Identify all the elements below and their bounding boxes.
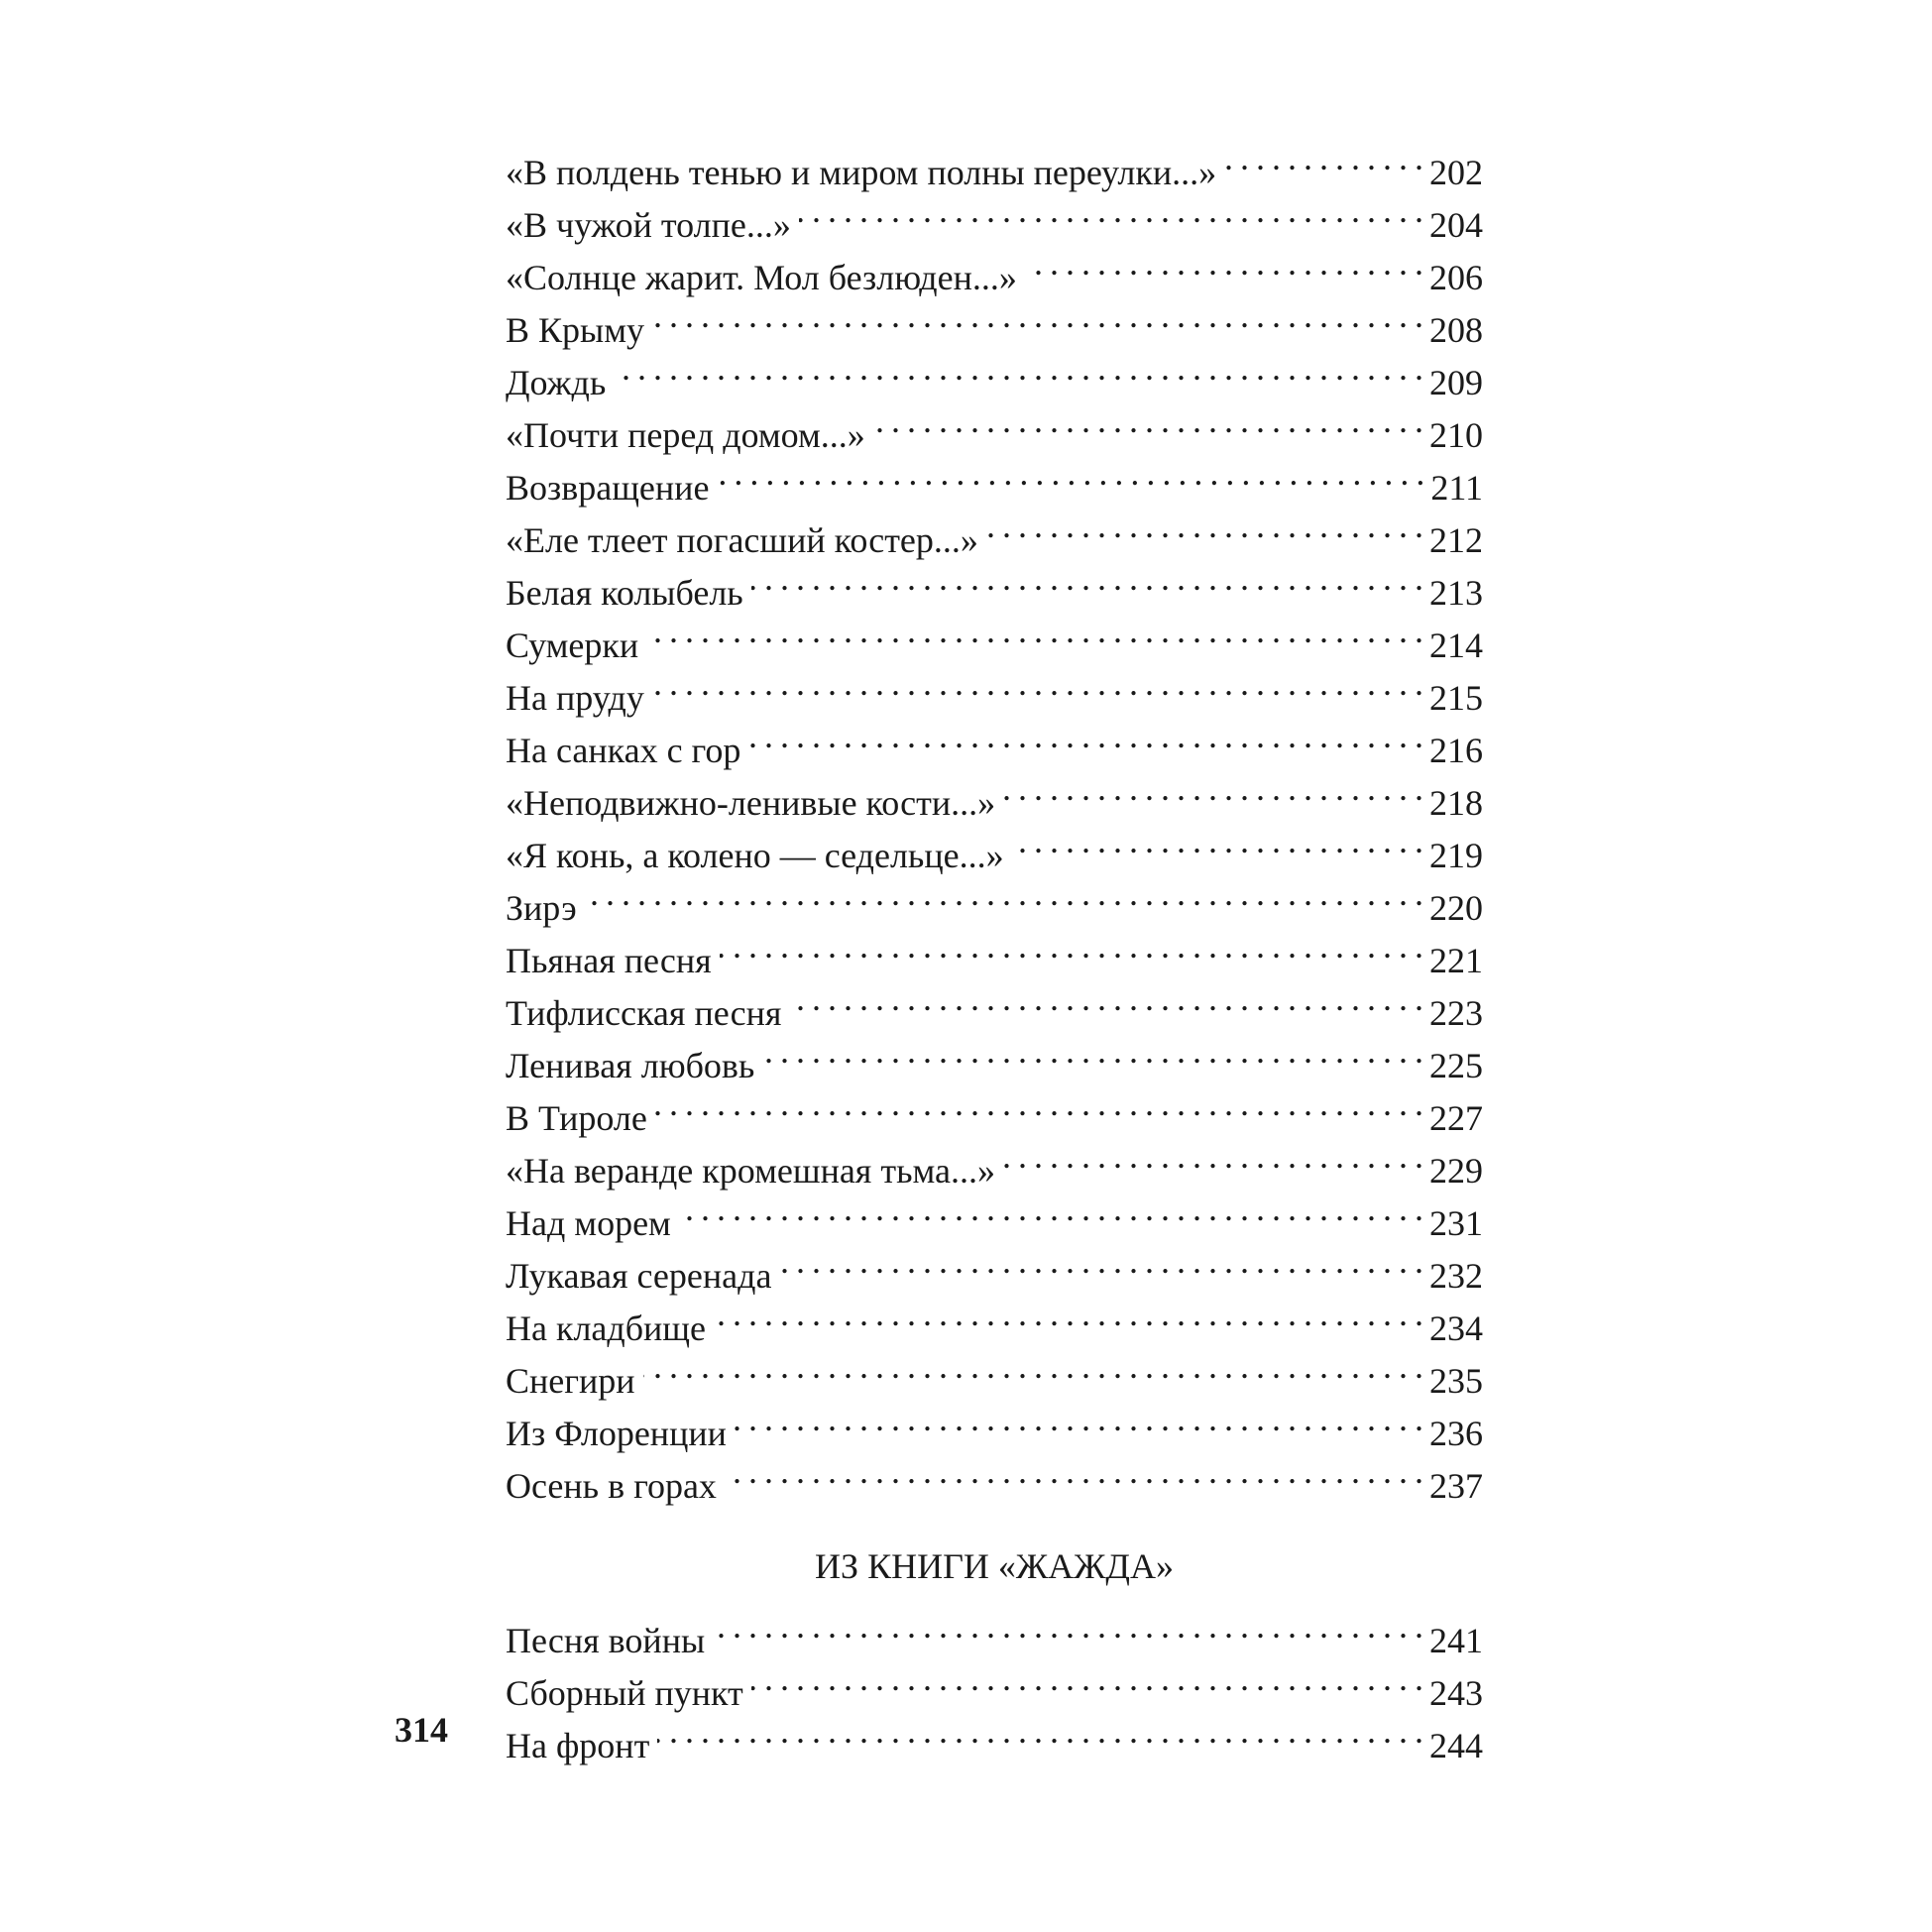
entry-title: «В чужой толпе...» [506,205,791,245]
entry-title: Тифлисская песня [506,993,782,1033]
entry-title: Над морем [506,1203,671,1243]
dot-leader [779,1235,1423,1288]
dot-leader [751,1652,1423,1705]
entry-title: Дождь [506,363,607,402]
entry-title: «Солнце жарит. Мол безлюден...» [506,258,1017,297]
entry-page: 236 [1429,1414,1483,1453]
dot-leader [762,1025,1423,1078]
entry-page: 206 [1429,258,1483,297]
entry-title: На фронт [506,1726,650,1765]
toc-entry [506,342,1483,402]
entry-page: 227 [1429,1098,1483,1138]
entry-title: На санках с гор [506,731,741,770]
entry-title: На кладбище [506,1308,707,1348]
dot-leader [714,1288,1423,1340]
dot-leader [652,657,1423,710]
entry-title: Снегири [506,1361,635,1401]
entry-title: Сумерки [506,625,639,665]
entry-page: 244 [1429,1726,1483,1765]
entry-title: В Тироле [506,1098,647,1138]
dot-leader [1224,132,1423,184]
entry-title: «В полдень тенью и миром полны переулки...» [506,153,1217,192]
entry-title: Возвращение [506,468,710,508]
entry-page: 231 [1429,1203,1483,1243]
dot-leader [735,1393,1423,1445]
entry-page: 208 [1429,310,1483,350]
entry-title: Осень в горах [506,1466,717,1506]
dot-leader [717,447,1424,500]
toc-entry [506,657,1483,718]
entry-page: 213 [1429,573,1483,613]
entry-page: 229 [1429,1151,1483,1191]
entry-page: 223 [1429,993,1483,1033]
dot-leader [1025,237,1423,289]
entry-page: 220 [1429,888,1483,928]
dot-leader [655,1078,1423,1130]
dot-leader [720,920,1423,972]
entry-title: Лукавая серенада [506,1256,772,1296]
dot-leader [646,605,1423,657]
entry-page: 216 [1429,731,1483,770]
toc-entry [506,710,1483,770]
dot-leader [657,1705,1423,1758]
entry-title: На пруду [506,678,644,718]
entry-title: Сборный пункт [506,1673,743,1713]
dot-leader [873,395,1423,447]
entry-title: В Крыму [506,310,644,350]
dot-leader [789,972,1423,1025]
entry-page: 219 [1429,836,1483,875]
toc-entry [506,920,1483,980]
toc-entry [506,132,1483,192]
entry-page: 234 [1429,1308,1483,1348]
entry-page: 243 [1429,1673,1483,1713]
dot-leader [1003,1130,1423,1183]
entry-title: «Почти перед домом...» [506,415,865,455]
dot-leader [986,500,1423,552]
entry-page: 241 [1429,1621,1483,1660]
toc-entry [506,605,1483,665]
toc-entry [506,395,1483,455]
section-heading: ИЗ КНИГИ «ЖАЖДА» [815,1546,1174,1586]
dot-leader [799,184,1423,237]
dot-leader [713,1600,1423,1652]
entry-title: Зирэ [506,888,577,928]
entry-title: Песня войны [506,1621,706,1660]
entry-page: 218 [1429,783,1483,823]
entry-page: 235 [1429,1361,1483,1401]
entry-page: 237 [1429,1466,1483,1506]
dot-leader [725,1445,1423,1498]
toc-section-2 [506,1600,1483,1765]
dot-leader [585,867,1423,920]
dot-leader [652,289,1423,342]
dot-leader [1012,815,1423,867]
toc-entry [506,1340,1483,1401]
toc-entry [506,289,1483,350]
entry-title: «Неподвижно-ленивые кости...» [506,783,996,823]
entry-title: Ленивая любовь [506,1046,755,1085]
toc-entry [506,1393,1483,1453]
entry-page: 232 [1429,1256,1483,1296]
entry-page: 210 [1429,415,1483,455]
entry-title: «Еле тлеет погасший костер...» [506,520,978,560]
entry-page: 214 [1429,625,1483,665]
entry-title: Белая колыбель [506,573,743,613]
dot-leader [643,1340,1423,1393]
dot-leader [679,1183,1423,1235]
toc-section-1 [506,132,1483,1506]
entry-page: 202 [1429,153,1483,192]
entry-title: «На веранде кромешная тьма...» [506,1151,996,1191]
dot-leader [748,710,1423,762]
entry-page: 209 [1429,363,1483,402]
entry-page: 221 [1429,941,1483,980]
entry-page: 204 [1429,205,1483,245]
entry-title: «Я конь, а колено — седельце...» [506,836,1004,875]
toc-entry [506,867,1483,928]
entry-page: 212 [1429,520,1483,560]
entry-page: 211 [1430,468,1483,508]
dot-leader [751,552,1423,605]
entry-page: 215 [1429,678,1483,718]
dot-leader [614,342,1423,395]
entry-title: Из Флоренции [506,1414,727,1453]
dot-leader [1003,762,1423,815]
toc-entry [506,1600,1483,1660]
entry-title: Пьяная песня [506,941,712,980]
page-number: 314 [395,1710,448,1750]
entry-page: 225 [1429,1046,1483,1085]
